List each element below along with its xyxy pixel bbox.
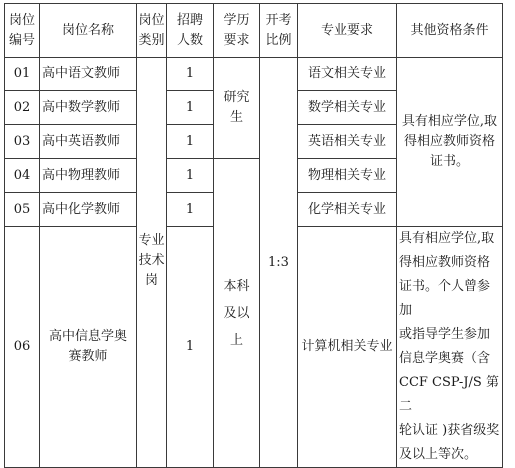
- post-name: 高中物理教师: [40, 159, 137, 193]
- major-requirement: 语文相关专业: [298, 58, 397, 91]
- header-row: [5, 4, 503, 58]
- header-recruit-count: 招聘 人数: [167, 4, 214, 58]
- recruit-count: 1: [167, 159, 214, 193]
- post-category-merged: 专业 技术 岗: [137, 58, 167, 468]
- major-requirement: 数学相关专业: [298, 91, 397, 125]
- post-number: 04: [5, 159, 40, 193]
- post-name: 高中化学教师: [40, 193, 137, 227]
- major-requirement: 英语相关专业: [298, 125, 397, 159]
- table-row: [5, 58, 503, 91]
- exam-ratio-merged: 1:3: [260, 58, 298, 468]
- header-education: 学历 要求: [214, 4, 260, 58]
- post-number: 03: [5, 125, 40, 159]
- post-name: 高中语文教师: [40, 58, 137, 91]
- recruit-count: 1: [167, 193, 214, 227]
- post-name: 高中英语教师: [40, 125, 137, 159]
- recruit-count: 1: [167, 227, 214, 468]
- recruit-count: 1: [167, 58, 214, 91]
- recruitment-table: [4, 3, 503, 468]
- header-post-category: 岗位 类别: [137, 4, 167, 58]
- post-number: 06: [5, 227, 40, 468]
- education-graduate: 研究 生: [214, 58, 260, 159]
- recruit-count: 1: [167, 125, 214, 159]
- education-bachelor: 本科 及以 上: [214, 159, 260, 468]
- post-number: 02: [5, 91, 40, 125]
- major-requirement: 计算机相关专业: [298, 227, 397, 468]
- other-conditions-informatics: 具有相应学位,取 得相应教师资格 证书。个人曾参加 或指导学生参加 信息学奥赛（含 CCF CSP-J/S 第二 轮认证 )获省级奖 及以上等次。: [397, 227, 503, 468]
- post-number: 05: [5, 193, 40, 227]
- header-major: 专业要求: [298, 4, 397, 58]
- header-other-conditions: 其他资格条件: [397, 4, 503, 58]
- recruitment-table-container: [4, 3, 503, 468]
- recruit-count: 1: [167, 91, 214, 125]
- post-number: 01: [5, 58, 40, 91]
- post-name: 高中数学教师: [40, 91, 137, 125]
- header-post-name: 岗位名称: [40, 4, 137, 58]
- post-name: 高中信息学奥 赛教师: [40, 227, 137, 468]
- major-requirement: 物理相关专业: [298, 159, 397, 193]
- major-requirement: 化学相关专业: [298, 193, 397, 227]
- header-exam-ratio: 开考 比例: [260, 4, 298, 58]
- header-post-number: 岗位 编号: [5, 4, 40, 58]
- other-conditions-group: 具有相应学位,取 得相应教师资格 证书。: [397, 58, 503, 227]
